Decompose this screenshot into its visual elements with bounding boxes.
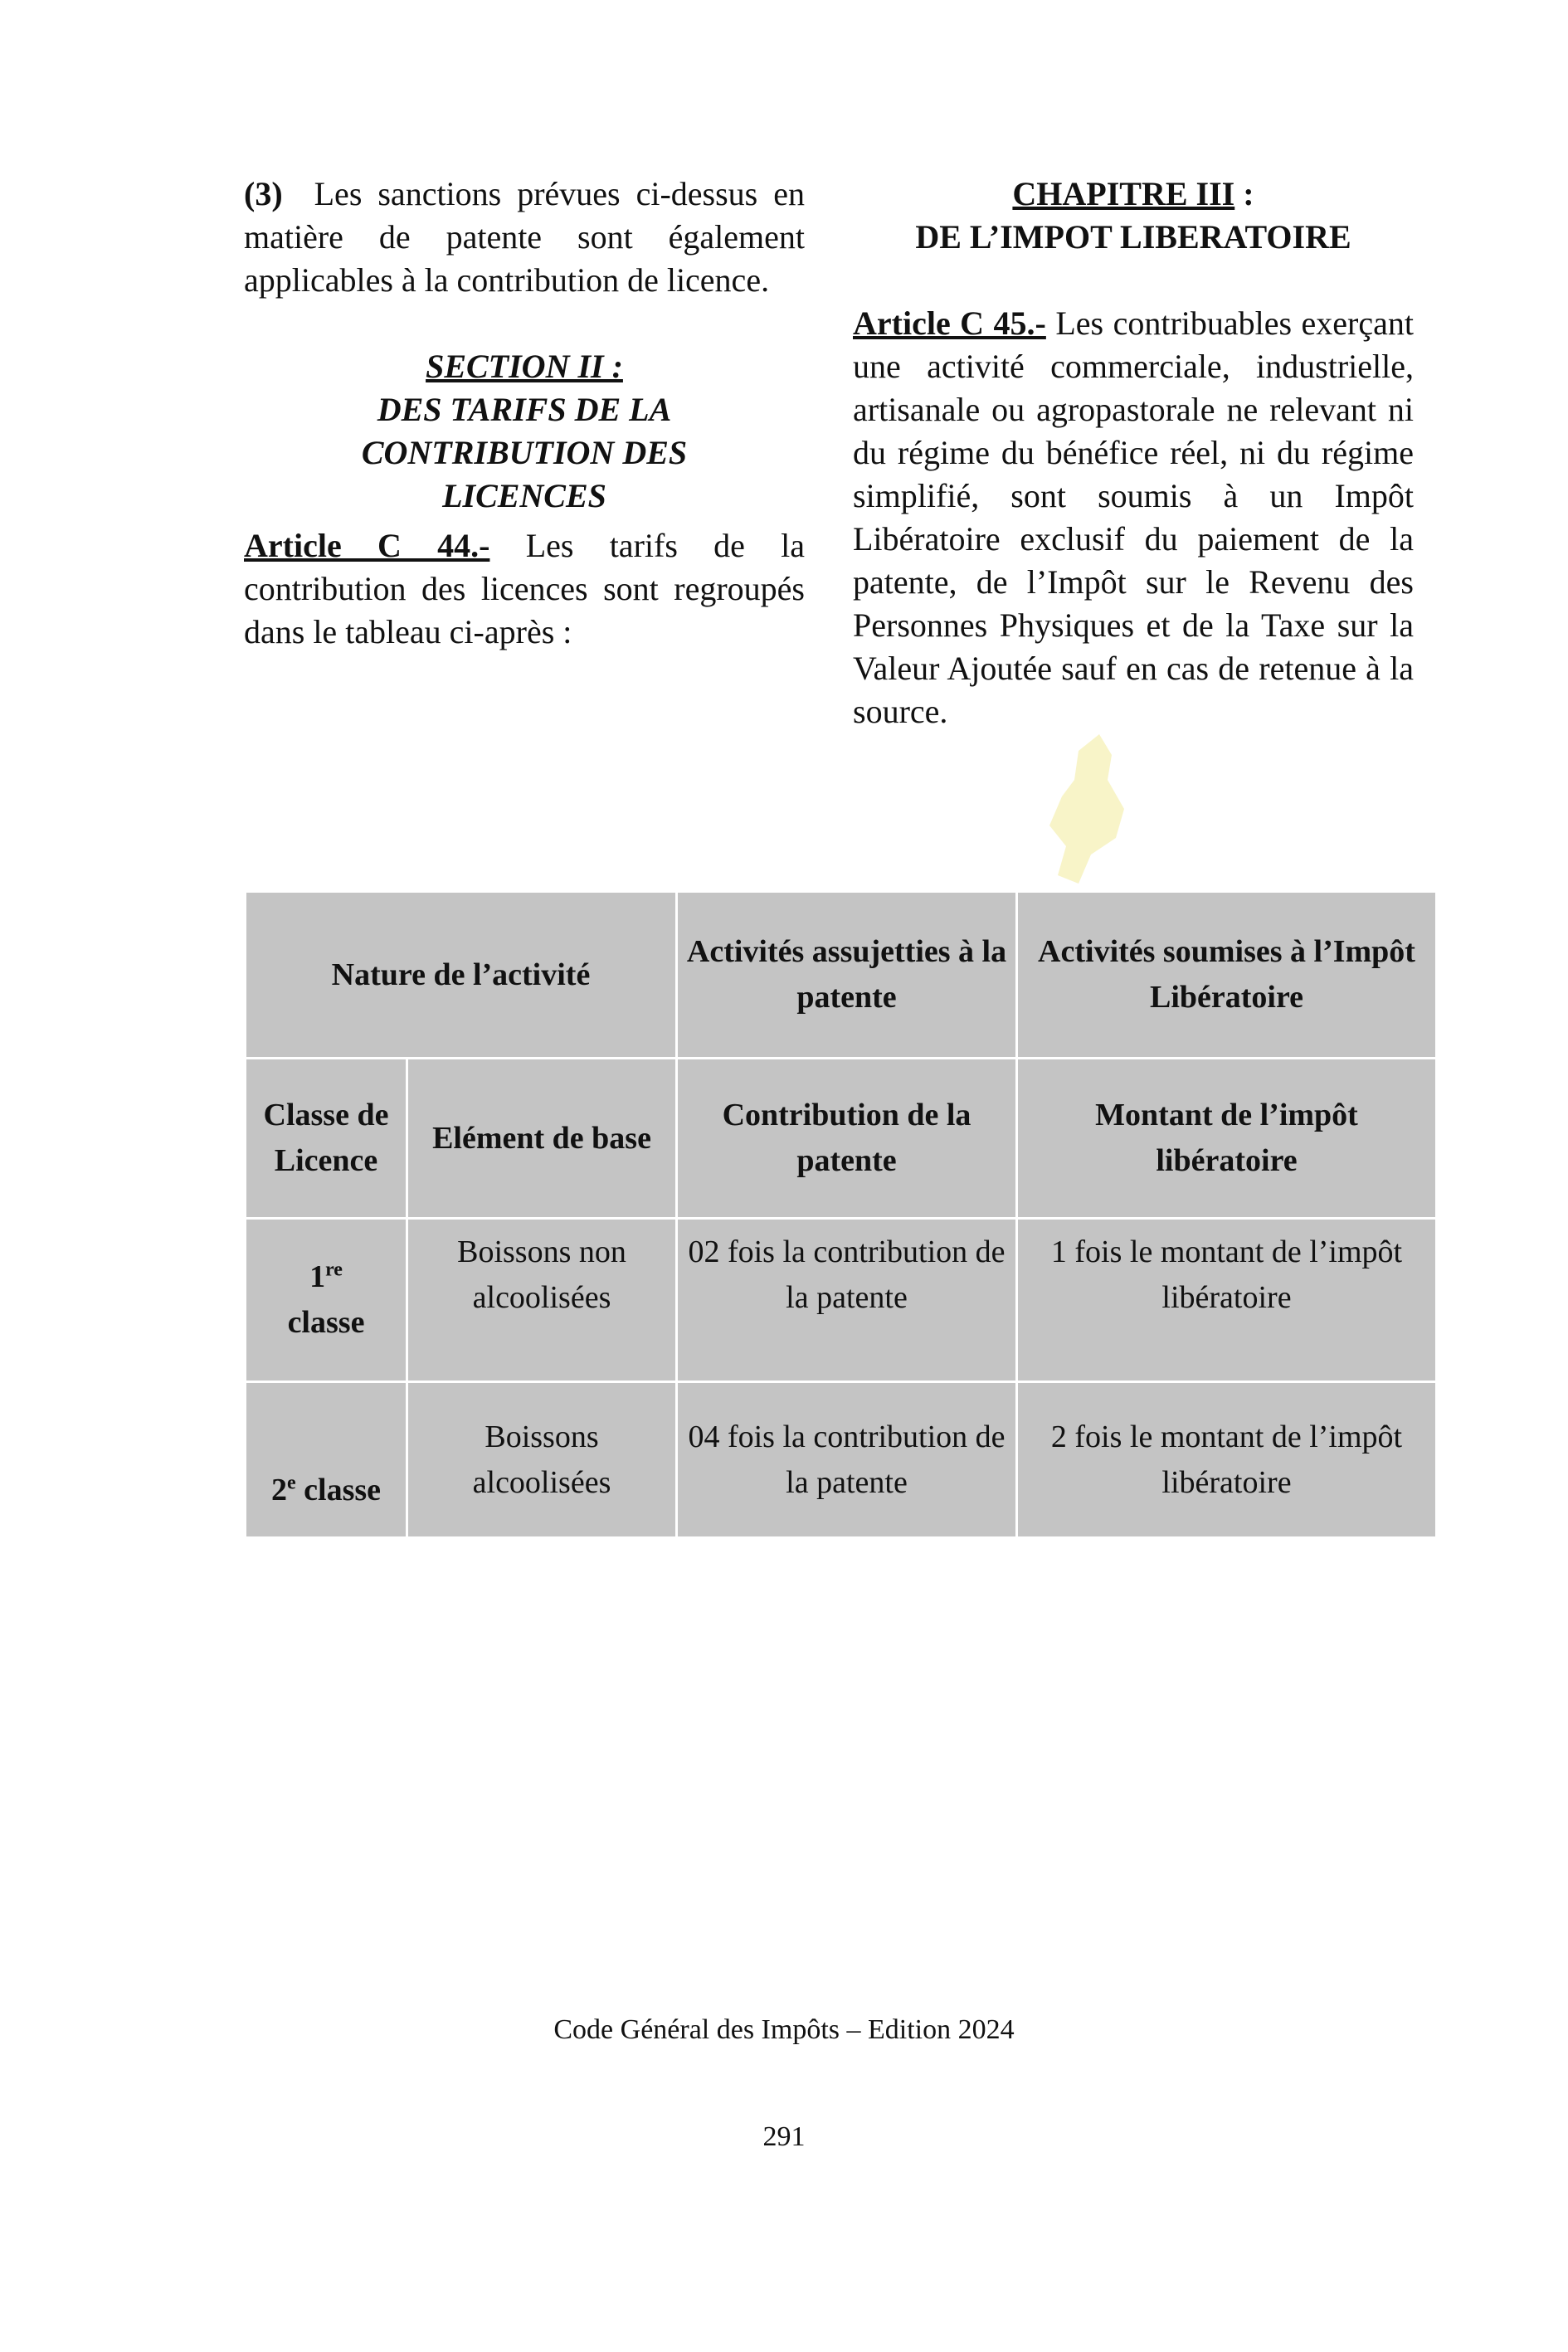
section-title-line: DES TARIFS DE LA xyxy=(377,391,672,428)
watermark-map-icon xyxy=(1041,730,1132,888)
header-montant-impot: Montant de l’impôt libératoire xyxy=(1017,1059,1437,1219)
class-ordinal: e xyxy=(286,1472,296,1494)
header-classe-licence: Classe de Licence xyxy=(246,1059,407,1219)
article-44 xyxy=(244,524,805,654)
section-title-line: CONTRIBUTION DES xyxy=(361,434,688,471)
row-contribution: 04 fois la contribution de la patente xyxy=(677,1382,1017,1538)
chapter-colon: : xyxy=(1234,175,1254,212)
left-column xyxy=(244,173,805,654)
article-44-text: Les tarifs de la contribution des licences sont regroupés dans le tableau ci-après : xyxy=(244,527,806,650)
page-number: 291 xyxy=(762,2121,806,2152)
row-montant: 1 fois le montant de l’impôt libératoire xyxy=(1017,1219,1437,1382)
article-45-text: Les contribuables exerçant une activité commerciale, industrielle, artisanale ou agropastorale ne relevant ni du régime du bénéfice réel, ni du régime simplifié, sont soumis à un Impôt Libératoire exclusif du paiement de la patente, de l’Impôt sur le Revenu des Personnes Physiques et de la Taxe sur la Valeur Ajoutée sauf en cas de retenue à la source. xyxy=(853,304,1414,730)
header-contribution-patente: Contribution de la patente xyxy=(677,1059,1017,1219)
article-45 xyxy=(853,302,1414,733)
table-subheader-row xyxy=(246,1059,1437,1219)
class-word: classe xyxy=(295,1473,382,1507)
chapter-label-line xyxy=(853,173,1414,216)
right-column xyxy=(853,173,1414,733)
row-element: Boissons alcoolisées xyxy=(407,1382,677,1538)
row-montant: 2 fois le montant de l’impôt libératoire xyxy=(1017,1382,1437,1538)
article-45-label: Article C 45.- xyxy=(853,304,1046,342)
footer-edition: Code Général des Impôts – Edition 2024 xyxy=(553,2014,1015,2045)
row-element: Boissons non alcoolisées xyxy=(407,1219,677,1382)
chapter-subtitle: DE L’IMPOT LIBERATOIRE xyxy=(915,218,1351,256)
section-title-line: LICENCES xyxy=(442,477,606,514)
class-ordinal: re xyxy=(325,1259,343,1281)
class-word: classe xyxy=(287,1305,365,1340)
table-header-row xyxy=(246,892,1437,1059)
class-number: 2 xyxy=(270,1473,287,1507)
paragraph-3 xyxy=(244,173,805,302)
header-element-base: Elément de base xyxy=(407,1059,677,1219)
table-row xyxy=(246,1219,1437,1382)
row-class-cell xyxy=(246,1219,407,1382)
section-heading xyxy=(244,345,805,518)
chapter-heading xyxy=(853,173,1414,259)
row-contribution: 02 fois la contribution de la patente xyxy=(677,1219,1017,1382)
chapter-label: CHAPITRE III xyxy=(1012,175,1235,212)
class-number: 1 xyxy=(309,1259,326,1294)
header-activites-patente: Activités assujetties à la patente xyxy=(677,892,1017,1059)
section-label: SECTION II : xyxy=(426,348,623,385)
paragraph-number: (3) xyxy=(244,175,283,212)
row-class-cell xyxy=(246,1382,407,1538)
licence-tariff-table xyxy=(244,890,1438,1539)
header-activites-liberatoire: Activités soumises à l’Impôt Libératoire xyxy=(1017,892,1437,1059)
paragraph-3-text: Les sanctions prévues ci-dessus en matière de patente sont également applicables à la contribution de licence. xyxy=(244,175,805,299)
header-nature-activite: Nature de l’activité xyxy=(246,892,677,1059)
article-44-label: Article C 44.- xyxy=(244,527,490,564)
table-row xyxy=(246,1382,1437,1538)
